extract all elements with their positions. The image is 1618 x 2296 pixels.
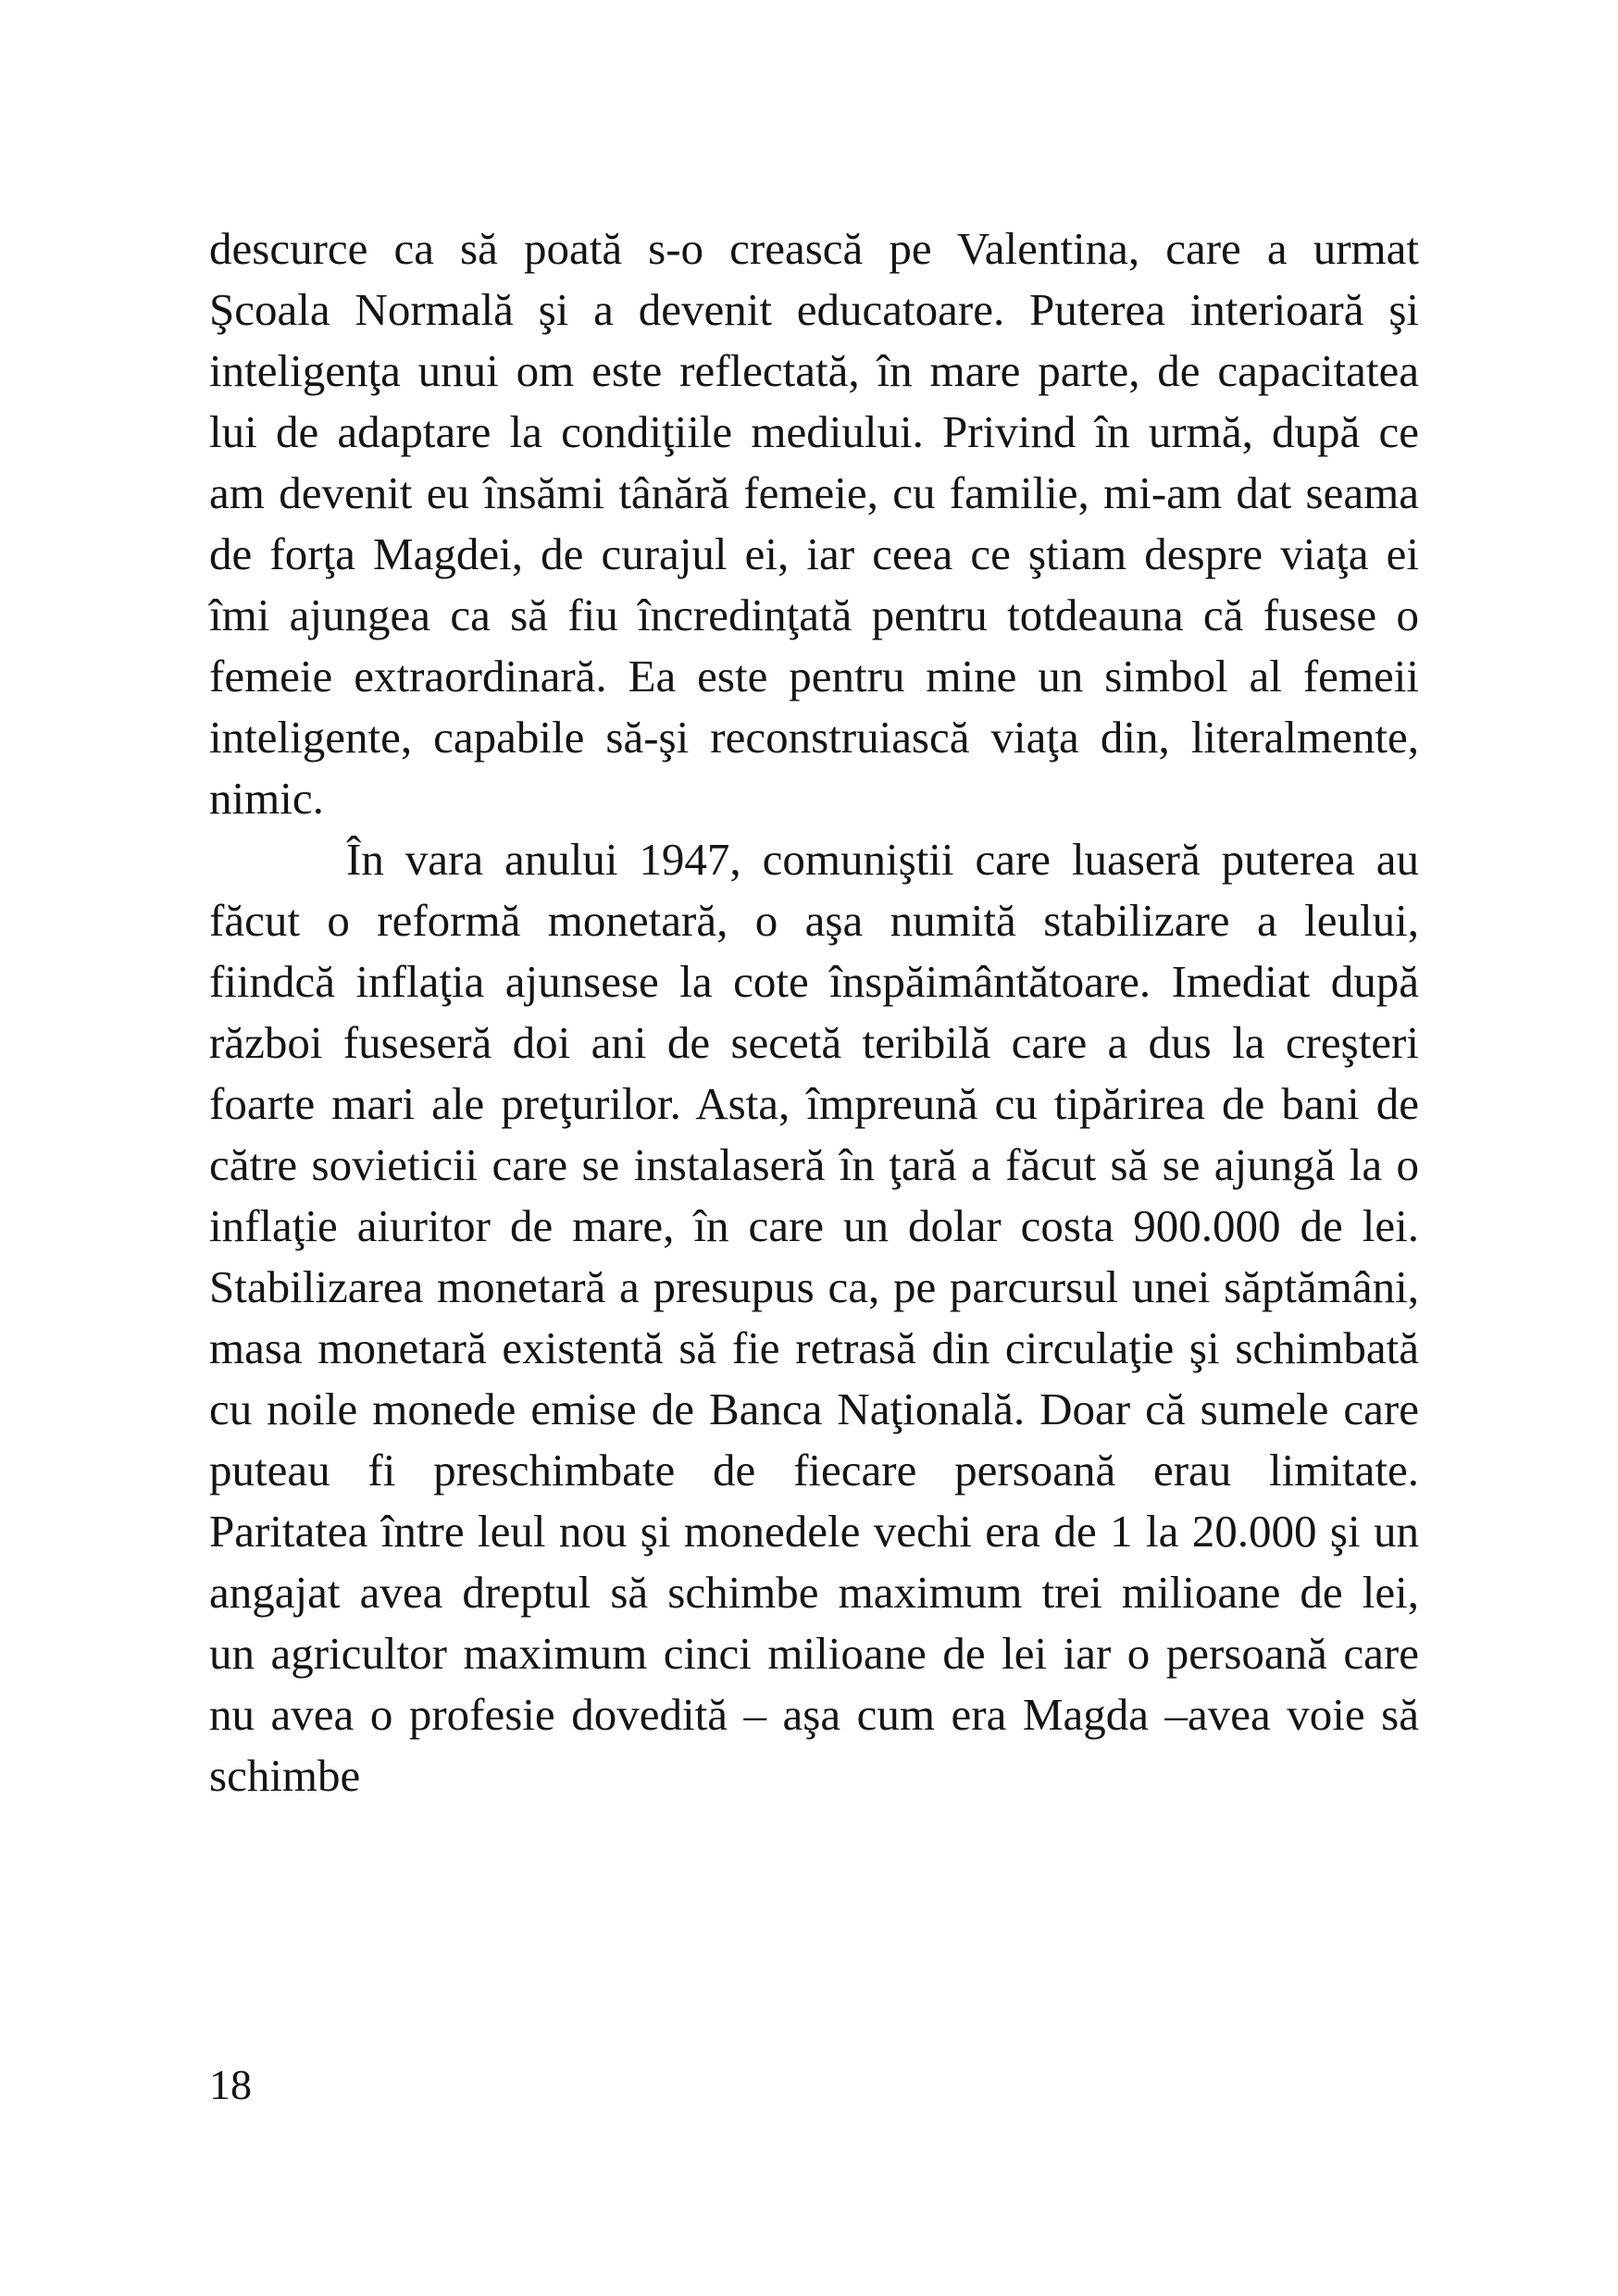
paragraph-body: În vara anului 1947, comuniştii care luaseră puterea au făcut o reformă monetară, o aşa numită stabilizare a leului, fiindcă inflaţia ajunsese la cote înspăimântătoare. Imediat după război fuseseră doi ani de secetă teribilă care a dus la creşteri foarte mari ale preţurilor. Asta, împreună cu tipărirea de bani de către sovieticii care se instalaseră în ţară a făcut să se ajungă la o inflaţie aiuritor de mare, în care un dolar costa 900.000 de lei. Stabilizarea monetară a presupus ca, pe parcursul unei săptămâni, masa monetară existentă să fie retrasă din circulaţie şi schimbată cu noile monede emise de Banca Naţională. Doar că sumele care puteau fi preschimbate de fiecare persoană erau limitate. Paritatea între leul nou şi monedele vechi era de 1 la 20.000 şi un angajat avea dreptul să schimbe maximum trei milioane de lei, un agricultor maximum cinci milioane de lei iar o persoană care nu avea o profesie dovedită – aşa cum era Magda –avea voie să schimbe — [209, 834, 1419, 1801]
paragraph-continuation: descurce ca să poată s-o crească pe Valentina, care a urmat Şcoala Normală şi a devenit educatoare. Puterea interioară şi inteligenţa unui om este reflectată, în mare parte, de capacitatea lui de adaptare la condiţiile mediului. Privind în urmă, după ce am devenit eu însămi tânără femeie, cu familie, mi-am dat seama de forţa Magdei, de curajul ei, iar ceea ce ştiam despre viaţa ei îmi ajungea ca să fiu încredinţată pentru totdeauna că fusese o femeie extraordinară. Ea este pentru mine un simbol al femeii inteligente, capabile să-şi reconstruiască viaţa din, literalmente, nimic. — [209, 223, 1419, 824]
page-text-block — [209, 218, 1419, 1806]
page-number: 18 — [209, 2061, 252, 2108]
